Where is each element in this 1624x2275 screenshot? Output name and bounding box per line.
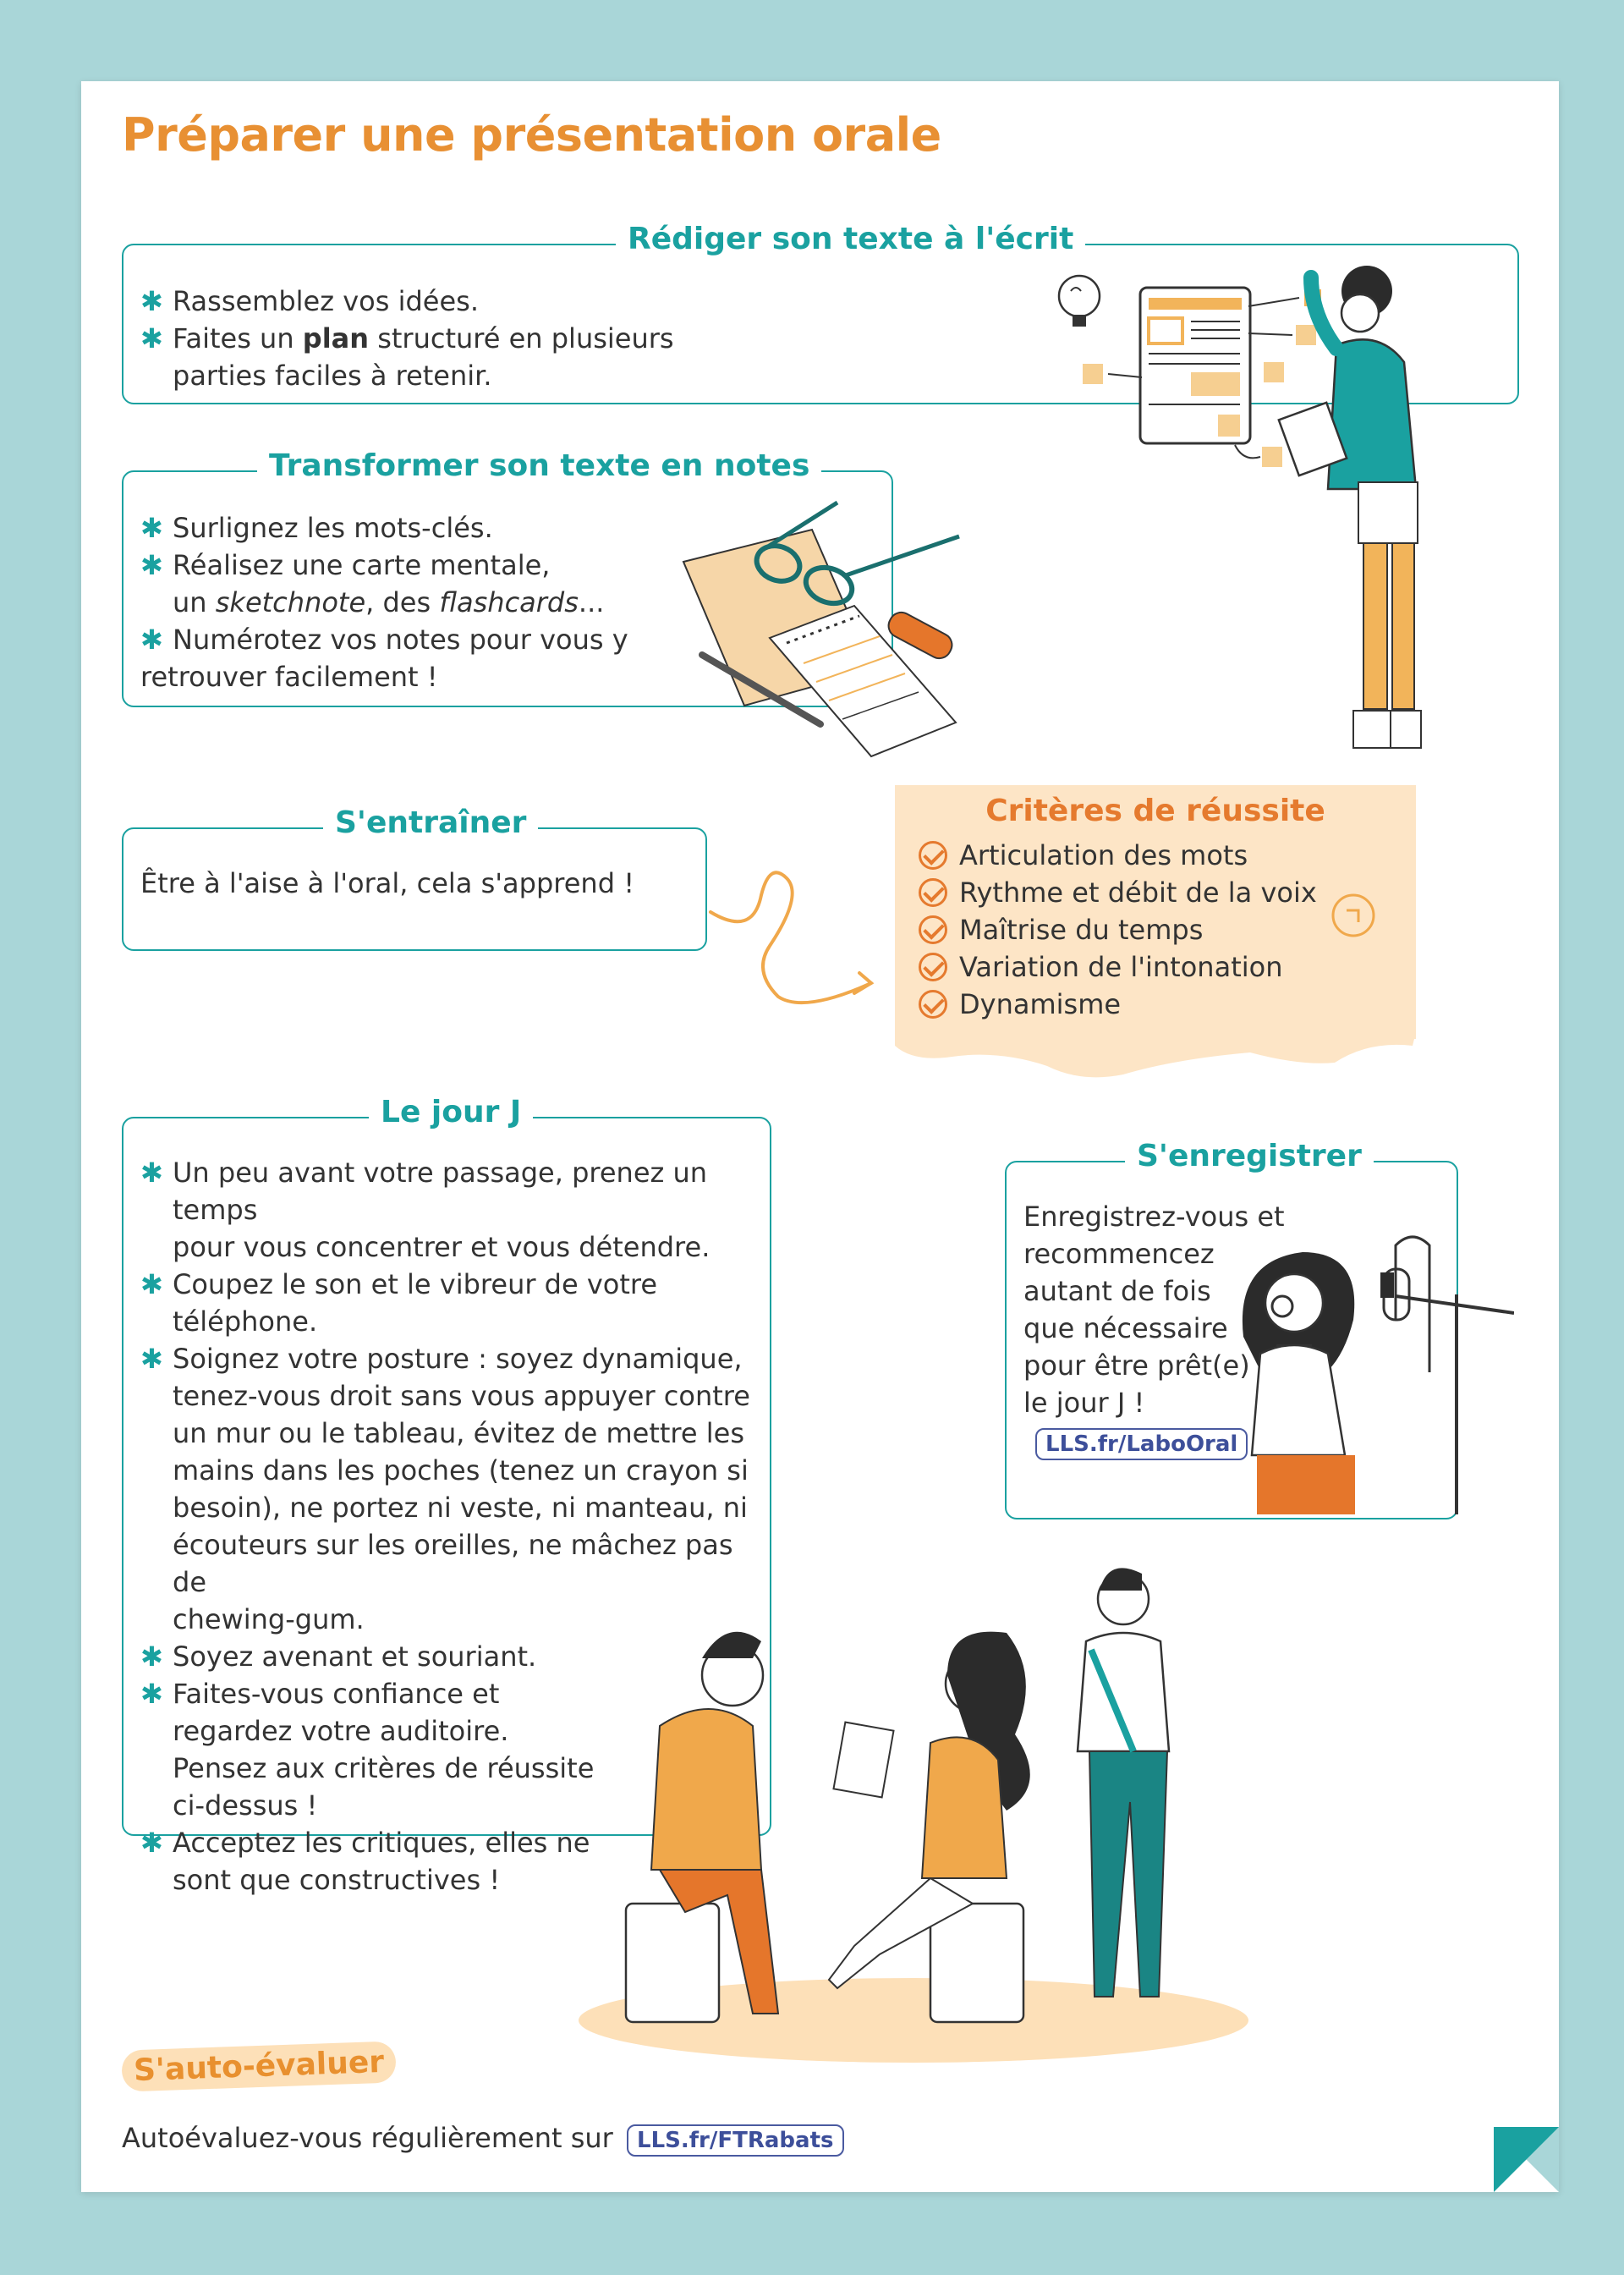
page-corner-fold bbox=[1494, 2127, 1559, 2192]
success-criteria-title: Critères de réussite bbox=[985, 794, 1325, 828]
checkmark-circle-icon bbox=[919, 841, 947, 870]
self-evaluation-text: Autoévaluez-vous régulièrement sur LLS.fr/FTRabats bbox=[122, 2122, 844, 2157]
asterisk-bullet-icon: ✱ bbox=[140, 1268, 163, 1300]
section-transformer-title: Transformer son texte en notes bbox=[257, 448, 821, 483]
criteria-item: Dynamisme bbox=[919, 988, 1121, 1020]
list-item: ✱ Surlignez les mots-clés. bbox=[140, 509, 628, 547]
section-entrainer-text: Être à l'aise à l'oral, cela s'apprend ! bbox=[140, 867, 635, 899]
list-item: ✱ Coupez le son et le vibreur de votre téléphone. bbox=[140, 1266, 770, 1340]
asterisk-bullet-icon: ✱ bbox=[140, 1640, 163, 1673]
checkmark-circle-icon bbox=[919, 915, 947, 944]
criteria-item: Articulation des mots bbox=[919, 839, 1248, 871]
asterisk-bullet-icon: ✱ bbox=[140, 285, 163, 317]
asterisk-bullet-icon: ✱ bbox=[140, 512, 163, 544]
recording-woman-illustration bbox=[1226, 1235, 1514, 1514]
criteria-item: Rythme et débit de la voix bbox=[919, 876, 1317, 909]
torn-paper-edge bbox=[895, 1032, 1416, 1083]
self-evaluation-title: S'auto-évaluer bbox=[121, 2041, 397, 2091]
notes-illustration bbox=[677, 494, 981, 765]
section-entrainer bbox=[122, 805, 707, 951]
discussion-group-illustration bbox=[575, 1557, 1269, 2081]
lightbulb-icon bbox=[1059, 276, 1100, 327]
ftrabats-link[interactable]: LLS.fr/FTRabats bbox=[627, 2124, 844, 2157]
page-title: Préparer une présentation orale bbox=[122, 108, 941, 162]
list-item: ✱ Un peu avant votre passage, prenez un temps pour vous concentrer et vous détendre. bbox=[140, 1154, 770, 1266]
timer-icon bbox=[1328, 890, 1379, 941]
section-entrainer-title: S'entraîner bbox=[323, 805, 538, 840]
checkmark-circle-icon bbox=[919, 953, 947, 981]
list-item: ✱ Acceptez les critiques, elles ne sont que constructives ! bbox=[140, 1824, 770, 1899]
list-item: ✱ Soyez avenant et souriant. bbox=[140, 1638, 770, 1675]
section-enregistrer: S'enregistrer Enregistrez-vous et recommencez autant de fois que nécessaire pour être prêt(e) le jour J ! LLS.fr/LaboOral bbox=[1005, 1161, 1458, 1519]
section-jour-j-title: Le jour J bbox=[369, 1095, 533, 1129]
section-rediger-title: Rédiger son texte à l'écrit bbox=[616, 222, 1085, 256]
list-item: ✱ Faites-vous confiance et regardez votre auditoire. Pensez aux critères de réussite ci-dessus ! bbox=[140, 1675, 770, 1824]
list-item-continuation: retrouver facilement ! bbox=[140, 661, 438, 693]
asterisk-bullet-icon: ✱ bbox=[140, 1343, 163, 1375]
list-item: ✱ Rassemblez vos idées. bbox=[140, 283, 674, 320]
asterisk-bullet-icon: ✱ bbox=[140, 1827, 163, 1859]
curly-arrow-icon bbox=[707, 863, 876, 1015]
asterisk-bullet-icon: ✱ bbox=[140, 1157, 163, 1189]
labo-oral-link[interactable]: LLS.fr/LaboOral bbox=[1035, 1428, 1248, 1460]
asterisk-bullet-icon: ✱ bbox=[140, 549, 163, 581]
section-enregistrer-title: S'enregistrer bbox=[1125, 1139, 1374, 1173]
asterisk-bullet-icon: ✱ bbox=[140, 624, 163, 656]
criteria-item: Maîtrise du temps bbox=[919, 914, 1203, 946]
checkmark-circle-icon bbox=[919, 990, 947, 1019]
man-with-notes-illustration bbox=[1049, 254, 1455, 761]
success-criteria-panel bbox=[895, 785, 1416, 1039]
criteria-item: Variation de l'intonation bbox=[919, 951, 1282, 983]
checkmark-circle-icon bbox=[919, 878, 947, 907]
list-item: ✱ Numérotez vos notes pour vous y bbox=[140, 621, 628, 658]
list-item: ✱ Soignez votre posture : soyez dynamique, tenez-vous droit sans vous appuyer contre un mur ou le tableau, évitez de mettre les mains dans les poches (tenez un crayon si besoin), ne portez ni veste, ni manteau, ni écouteurs sur les oreilles, ne mâchez pas de chewing-gum. bbox=[140, 1340, 770, 1638]
list-item: ✱ Réalisez une carte mentale, un sketchnote, des flashcards... bbox=[140, 547, 628, 621]
asterisk-bullet-icon: ✱ bbox=[140, 322, 163, 354]
asterisk-bullet-icon: ✱ bbox=[140, 1678, 163, 1710]
microphone-icon bbox=[1380, 1237, 1514, 1514]
list-item: ✱ Faites un plan structuré en plusieurs parties faciles à retenir. bbox=[140, 320, 674, 394]
